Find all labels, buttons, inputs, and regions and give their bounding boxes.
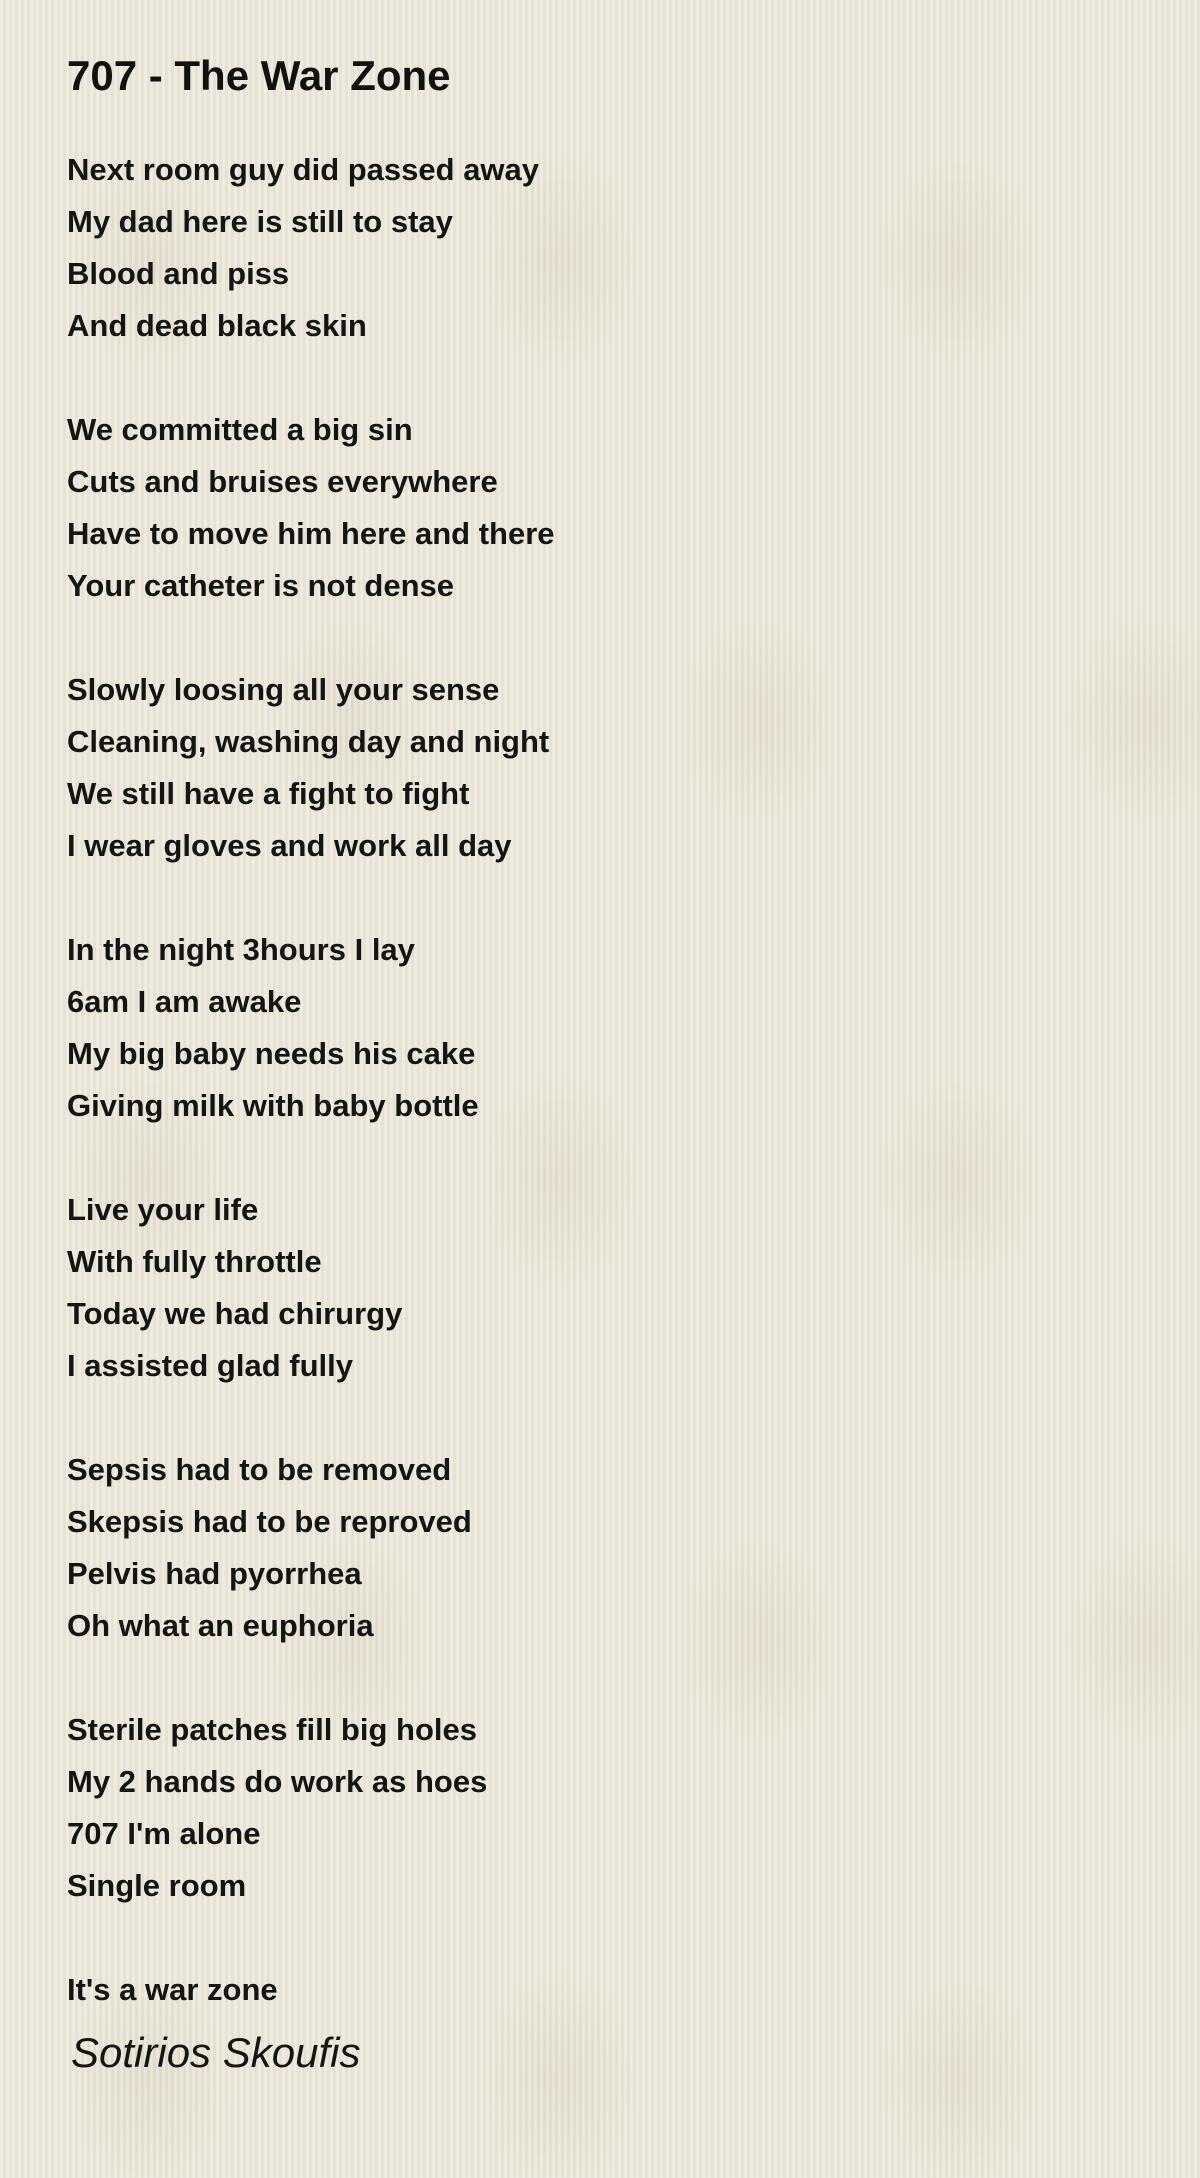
poem-line: 6am I am awake [67, 984, 302, 1019]
poem-line: 707 I'm alone [67, 1816, 261, 1851]
stanza [67, 404, 1127, 612]
poem-line: Next room guy did passed away [67, 152, 540, 187]
poem-line: We still have a fight to fight [67, 776, 470, 811]
poem-line: I assisted glad fully [67, 1348, 353, 1383]
poem-line: I wear gloves and work all day [67, 828, 512, 863]
poem-line: Oh what an euphoria [67, 1608, 374, 1643]
stanza [67, 1704, 1127, 1912]
poem-line: Live your life [67, 1192, 259, 1227]
stanza [67, 1184, 1127, 1392]
poem-line: Have to move him here and there [67, 516, 555, 551]
stanza [67, 144, 1127, 352]
poem-line: And dead black skin [67, 308, 367, 343]
poem-title: 707 - The War Zone [67, 52, 451, 99]
poem-body [67, 144, 1127, 2016]
poem-line: It's a war zone [67, 1972, 278, 2007]
poem-line: My big baby needs his cake [67, 1036, 476, 1071]
poem-line: Cleaning, washing day and night [67, 724, 550, 759]
stanza [67, 664, 1127, 872]
poem-line: My dad here is still to stay [67, 204, 453, 239]
poem-line: In the night 3hours I lay [67, 932, 415, 967]
poem-line: Your catheter is not dense [67, 568, 455, 603]
poem-line: We committed a big sin [67, 412, 413, 447]
author-signature: Sotirios Skoufis [71, 2029, 361, 2076]
poem-line: With fully throttle [67, 1244, 322, 1279]
poem-line: Today we had chirurgy [67, 1296, 403, 1331]
poem-page [67, 48, 1127, 2016]
poem-line: Cuts and bruises everywhere [67, 464, 498, 499]
poem-line: Giving milk with baby bottle [67, 1088, 479, 1123]
poem-line: Slowly loosing all your sense [67, 672, 500, 707]
poem-line: Sepsis had to be removed [67, 1452, 452, 1487]
stanza [67, 924, 1127, 1132]
stanza [67, 1964, 1127, 2016]
poem-line: Skepsis had to be reproved [67, 1504, 472, 1539]
poem-line: Sterile patches fill big holes [67, 1712, 477, 1747]
poem-line: Pelvis had pyorrhea [67, 1556, 362, 1591]
poem-line: My 2 hands do work as hoes [67, 1764, 488, 1799]
poem-line: Blood and piss [67, 256, 290, 291]
stanza [67, 1444, 1127, 1652]
poem-line: Single room [67, 1868, 247, 1903]
